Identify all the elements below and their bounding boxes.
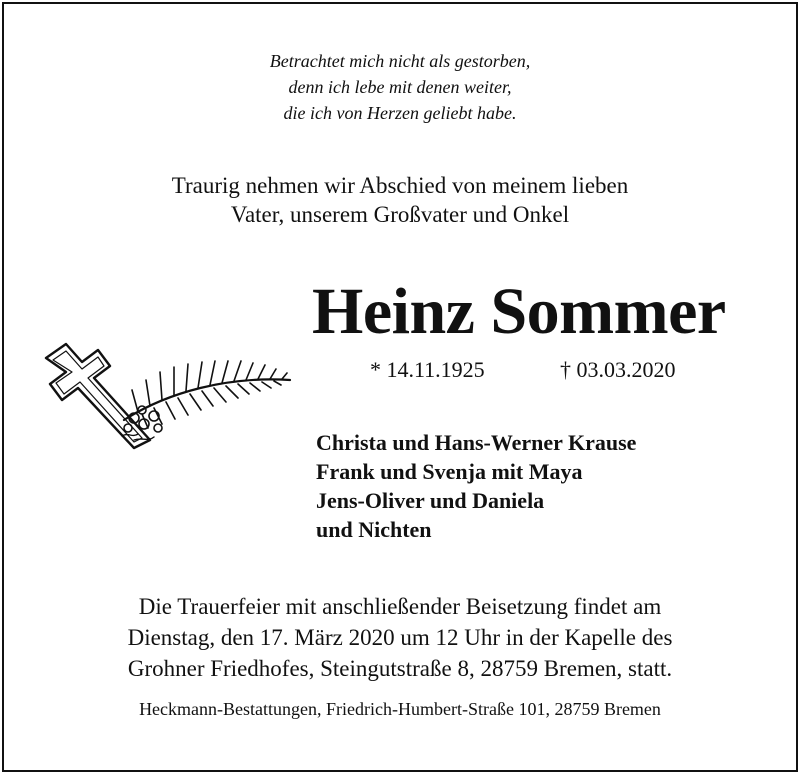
- service-line-3: Grohner Friedhofes, Steingutstraße 8, 28759 Bremen, statt.: [127, 656, 673, 681]
- funeral-home-footer: Heckmann-Bestattungen, Friedrich-Humbert-Straße 101, 28759 Bremen: [139, 699, 661, 719]
- mourner-line-4: und Nichten: [316, 517, 432, 542]
- intro-line-2: Vater, unserem Großvater und Onkel: [230, 202, 570, 227]
- cross-with-palm-frond-icon: [38, 340, 298, 450]
- mourner-line-3: Jens-Oliver und Daniela: [316, 488, 545, 513]
- poem-block: [0, 48, 800, 126]
- deceased-name: Heinz Sommer: [312, 275, 726, 348]
- mourners-list: [316, 428, 636, 544]
- service-line-2: Dienstag, den 17. März 2020 um 12 Uhr in der Kapelle des: [127, 625, 673, 650]
- birth-date: * 14.11.1925: [370, 357, 485, 382]
- death-date: † 03.03.2020: [560, 357, 676, 382]
- poem-line-3: die ich von Herzen geliebt habe.: [283, 103, 517, 123]
- poem-line-1: Betrachtet mich nicht als gestorben,: [269, 51, 531, 71]
- intro-text: [0, 171, 800, 229]
- intro-line-1: Traurig nehmen wir Abschied von meinem lieben: [171, 173, 629, 198]
- mourner-line-2: Frank und Svenja mit Maya: [316, 459, 583, 484]
- service-line-1: Die Trauerfeier mit anschließender Beisetzung findet am: [138, 594, 662, 619]
- mourner-line-1: Christa und Hans-Werner Krause: [316, 430, 637, 455]
- poem-line-2: denn ich lebe mit denen weiter,: [288, 77, 512, 97]
- service-announcement: [0, 591, 800, 684]
